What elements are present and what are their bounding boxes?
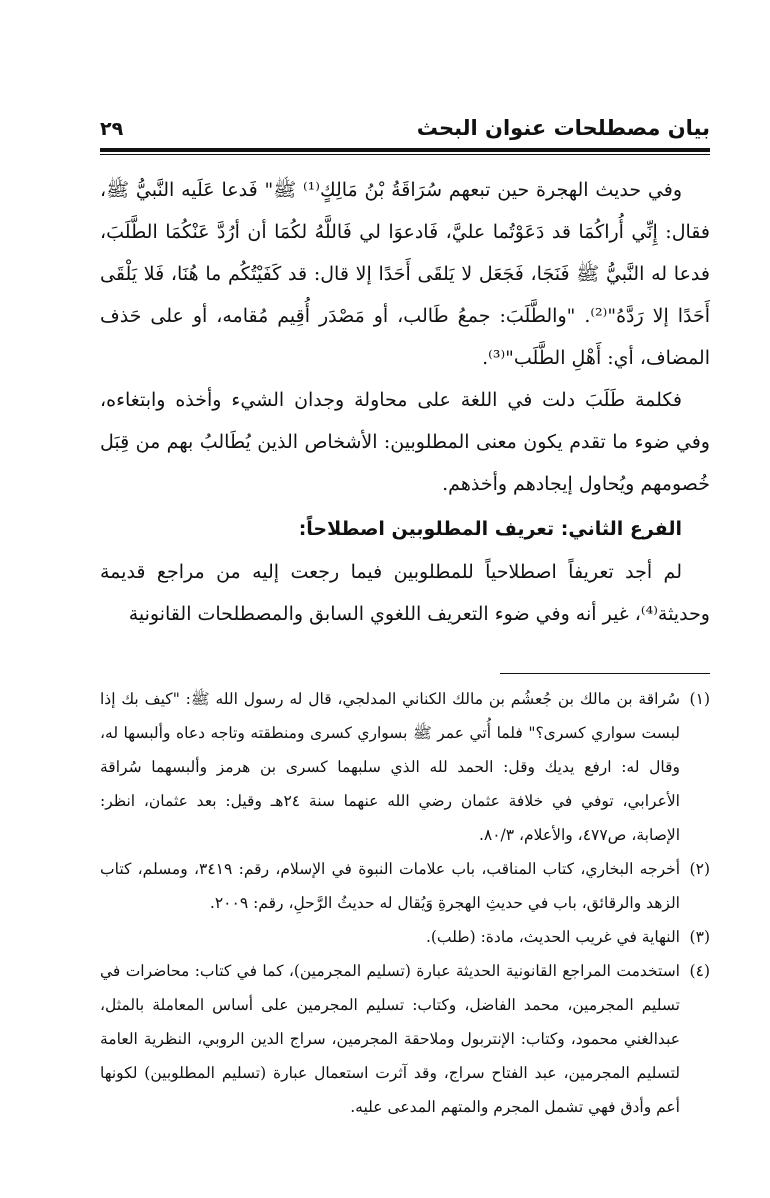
footnote-text: أخرجه البخاري، كتاب المناقب، باب علامات النبوة في الإسلام، رقم: ٣٤١٩، ومسلم، كتاب الزهد والرقائق، باب في حديثِ الهجرةِ وَيُقال له حديثُ الرَّحلِ، رقم: ٢٠٠٩. [100,860,681,912]
book-page [100,112,710,1124]
footnote-3 [100,920,710,954]
footnote-text: استخدمت المراجع القانونية الحديثة عبارة (تسليم المجرمين)، كما في كتاب: محاضرات في تسليم المجرمين، محمد الفاضل، وكتاب: تسليم المجرمين على أساس المعاملة بالمثل، عبدالغني محمود، وكتاب: الإنتربول وملاحقة المجرمين، سراج الدين الروبي، النظرية العامة لتسليم المجرمين، عبد الفتاح سراج، وقد آثرت استعمال عبارة (تسليم المطلوبين) لكونها أعم وأدق فهي تشمل المجرم والمتهم المدعى عليه. [100,962,680,1116]
footnote-2 [100,852,710,920]
footnotes [100,682,710,1124]
footnote-text: سُراقة بن مالك بن جُعشُم بن مالك الكناني المدلجي، قال له رسول الله ﷺ: "كيف بك إذا لبست سواري كسرى؟" فلما أُتي عمر ﷺ بسواري كسرى ومنطقته وتاجه دعاه وألبسها له، وقال له: ارفع يديك وقل: الحمد لله الذي سلبهما كسرى بن هرمز وألبسهما سُراقة الأعرابي، توفي في خلافة عثمان رضي الله عنهما سنة ٢٤هـ وقيل: بعد عثمان، انظر: الإصابة، ص٤٧٧، والأعلام، ٨٠/٣. [100,690,680,844]
footnote-text: النهاية في غريب الحديث، مادة: (طلب). [425,928,680,946]
body-paragraph-3: لم أجد تعريفاً اصطلاحياً للمطلوبين فيما رجعت إليه من مراجع قديمة وحديثة⁽⁴⁾، غير أنه وفي ضوء التعريف اللغوي السابق والمصطلحات القانونية [100,561,710,625]
footnote-number: (٤) [689,962,710,980]
section-heading: الفرع الثاني: تعريف المطلوبين اصطلاحاً: [298,518,682,540]
footnote-separator [500,673,710,674]
body-paragraph-2: فكلمة طَلَبَ دلت في اللغة على محاولة وجدان الشيء وأخذه وابتغاءه، وفي ضوء ما تقدم يكون معنى المطلوبين: الأشخاص الذين يُطَالبُ بهم من قِبَل خُصومهم ويُحاول إيجادهم وأخذهم. [100,389,710,495]
page-number: ٢٩ [100,118,124,140]
body-paragraph-1: وفي حديث الهجرة حين تبعهم سُرَاقَةُ بْنُ مَالِكٍ⁽¹⁾ ﷺ" فَدعا عَلَيه النَّبيُّ ﷺ، فقال: إِنِّي أُراكُمَا قد دَعَوْتُما عليَّ، فَادعوَا لي فَاللَّهُ لكُمَا أن أرُدَّ عَنْكُمَا الطَّلَبَ، فدعا له النَّبيُّ ﷺ فَنَجَا، فَجَعَل لا يَلقَى أَحَدًا إلا قال: قد كَفَيْتُكُم ما هُنَا، فَلا يَلْقَى أَحَدًا إلا رَدَّهُ"⁽²⁾. "والطَّلَبَ: جمعُ طَالب، أو مَصْدَر أُقِيم مُقامه، أو على حَذف المضاف، أي: أَهْلِ الطَّلَب"⁽³⁾. [100,179,710,369]
footnote-number: (٢) [689,860,710,878]
running-header [100,112,710,148]
header-double-rule [100,148,710,155]
footnote-number: (١) [689,690,710,708]
footnote-number: (٣) [689,928,710,946]
footnote-1 [100,682,710,852]
footnote-4 [100,954,710,1124]
running-title: بيان مصطلحات عنوان البحث [416,116,710,140]
